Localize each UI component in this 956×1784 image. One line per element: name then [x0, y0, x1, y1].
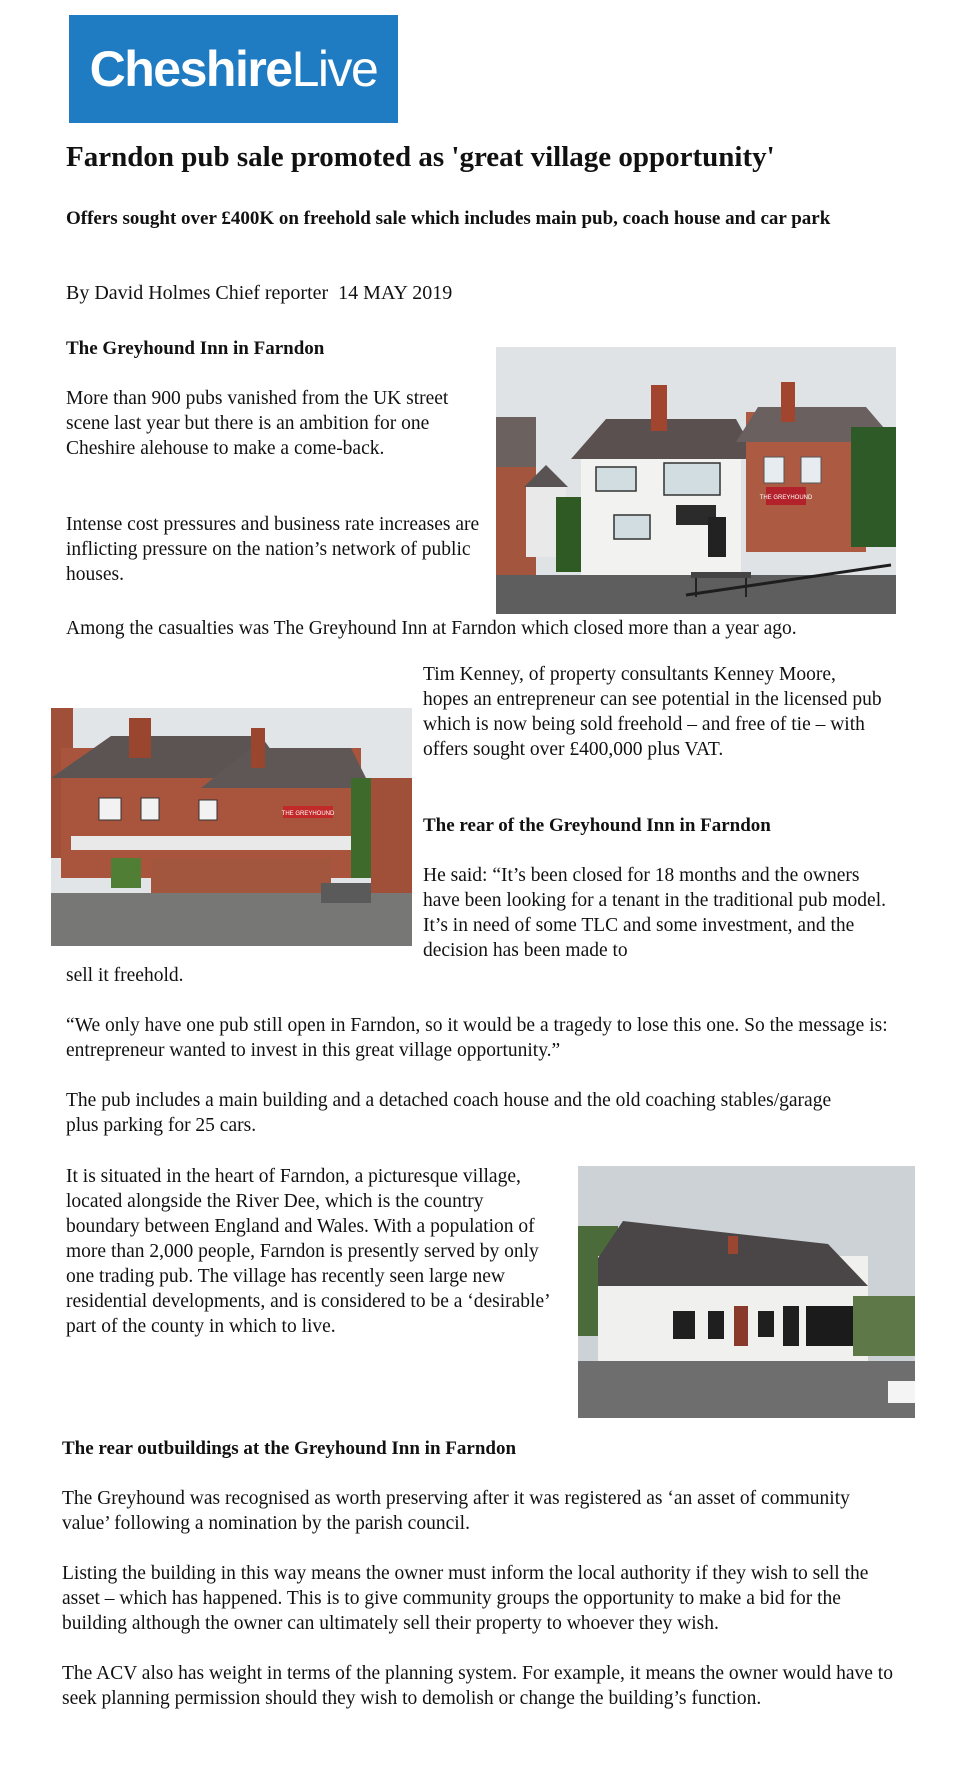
article-standfirst: Offers sought over £400K on freehold sale which includes main pub, coach house and car park — [66, 208, 831, 229]
paragraph: More than 900 pubs vanished from the UK street scene last year but there is an ambition for one Cheshire alehouse to make a come-back. — [66, 388, 449, 459]
paragraph: Listing the building in this way means the owner must inform the local authority if they wish to sell the asset – which has happened. This is to give community groups the opportunity to make a bid for the building although the owner can ultimately sell their property to whoever they wish. — [62, 1563, 869, 1634]
paragraph: Tim Kenney, of property consultants Kenney Moore, hopes an entrepreneur can see potential in the licensed pub which is now being sold freehold – and free of tie – with offers sought over £400,000 plus VAT. — [423, 664, 882, 760]
logo-text-bold: Cheshire — [89, 41, 292, 97]
paragraph: He said: “It’s been closed for 18 months and the owners have been looking for a tenant in the traditional pub model. It’s in need of some TLC and some investment, and the decision has been made to — [423, 865, 886, 961]
outbuildings-photo — [578, 1166, 915, 1418]
pub-sign-rear: THE GREYHOUND — [281, 811, 335, 817]
cheshirelive-logo[interactable] — [69, 15, 398, 123]
paragraph: sell it freehold. — [66, 965, 184, 986]
paragraph: Intense cost pressures and business rate increases are inflicting pressure on the nation’s network of public houses. — [66, 514, 480, 585]
photo-caption-front: The Greyhound Inn in Farndon — [66, 338, 325, 359]
article-headline: Farndon pub sale promoted as 'great village opportunity' — [66, 141, 775, 173]
paragraph: The Greyhound was recognised as worth preserving after it was registered as ‘an asset of community value’ following a nomination by the parish council. — [62, 1488, 850, 1534]
paragraph: Among the casualties was The Greyhound Inn at Farndon which closed more than a year ago. — [66, 618, 797, 639]
greyhound-rear-photo — [51, 708, 412, 946]
logo-text-light: Live — [291, 41, 378, 97]
article-byline: By David Holmes Chief reporter 14 MAY 2019 — [66, 282, 453, 304]
pub-sign-front: THE GREYHOUND — [759, 495, 813, 501]
photo-caption-outbuildings: The rear outbuildings at the Greyhound Inn in Farndon — [62, 1438, 517, 1459]
greyhound-front-photo — [496, 347, 896, 614]
paragraph: It is situated in the heart of Farndon, a picturesque village, located alongside the River Dee, which is the country boundary between England and Wales. With a population of more than 2,000 people, Farndon is presently served by only one trading pub. The village has recently seen large new residential developments, and is considered to be a ‘desirable’ part of the county in which to live. — [66, 1166, 550, 1337]
paragraph: “We only have one pub still open in Farndon, so it would be a tragedy to lose this one. So the message is: entrepreneur wanted to invest in this great village opportunity.” — [66, 1015, 888, 1061]
photo-caption-rear: The rear of the Greyhound Inn in Farndon — [423, 815, 771, 836]
paragraph: The ACV also has weight in terms of the planning system. For example, it means the owner would have to seek planning permission should they wish to demolish or change the building’s function. — [62, 1663, 893, 1709]
paragraph: The pub includes a main building and a detached coach house and the old coaching stables/garage plus parking for 25 cars. — [66, 1090, 832, 1136]
